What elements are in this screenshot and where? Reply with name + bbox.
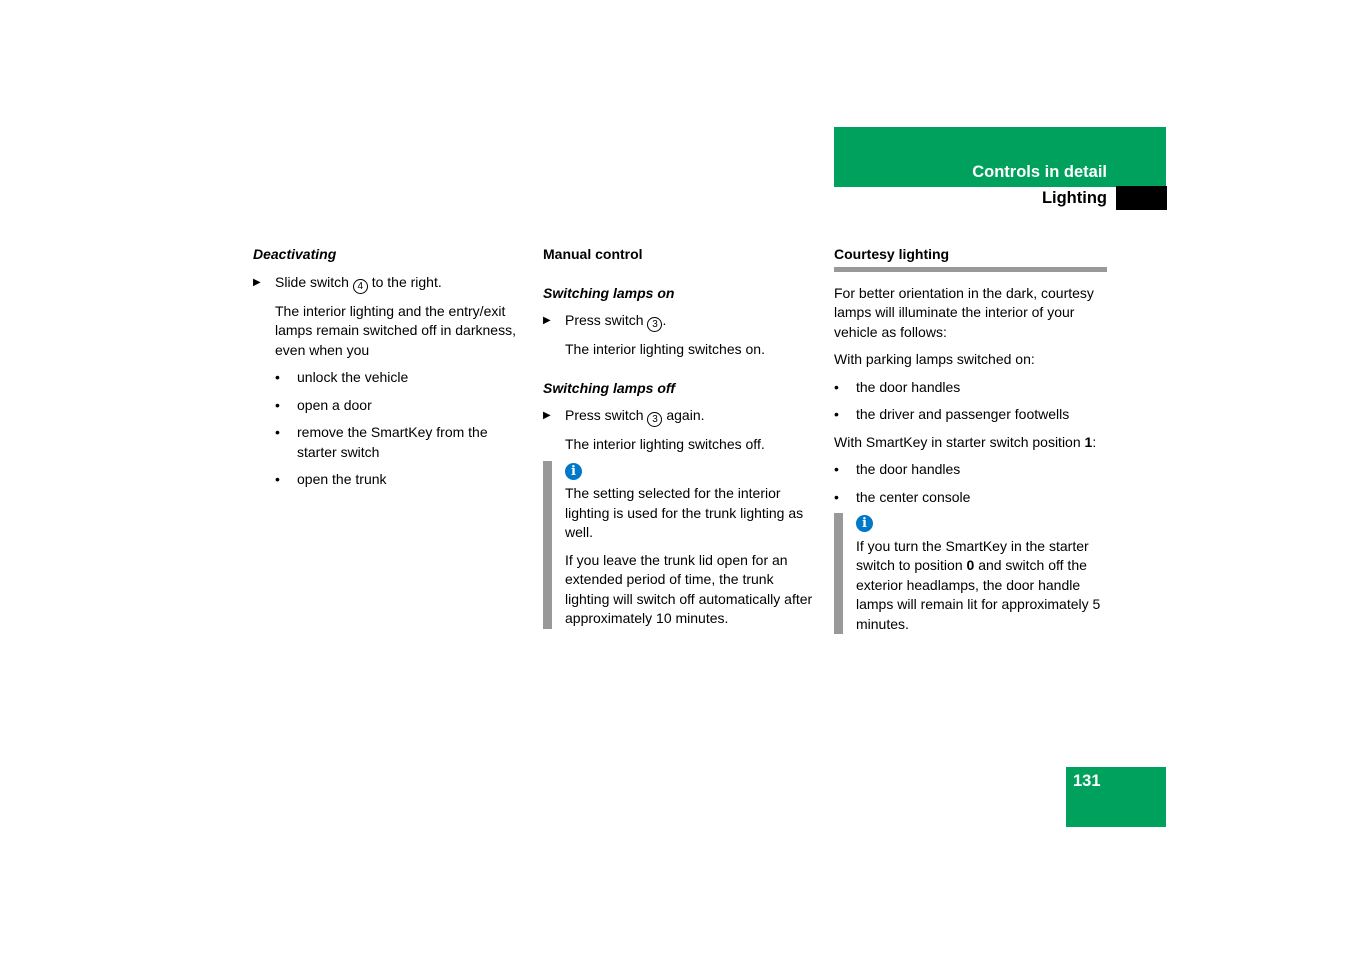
info-side-bar: [834, 513, 843, 634]
bullet-icon: •: [834, 488, 839, 505]
step-slide-switch: ▶ Slide switch 4 to the right.: [253, 273, 442, 292]
heading-deactivating: Deactivating: [253, 246, 337, 262]
info-text: If you leave the trunk lid open for an extended period of time, the trunk lighting will switch off automatically after approximately 10 minutes.: [565, 551, 813, 626]
list-item: • unlock the vehicle: [253, 368, 525, 388]
info-text: The setting selected for the interior lighting is used for the trunk lighting as well.: [565, 485, 804, 540]
deactivating-description: The interior lighting and the entry/exit lamps remain switched off in darkness, even when you: [275, 302, 516, 358]
list-item: • the driver and passenger footwells: [834, 405, 1107, 425]
section-title: Controls in detail: [972, 162, 1107, 181]
bullet-icon: •: [834, 406, 839, 422]
page-number-box: [1066, 767, 1166, 827]
info-text: If you turn the SmartKey in the starter switch to position 0 and switch off the exterior headlamps, the door handle lamps will remain lit for approximately 5 minutes.: [856, 537, 1101, 632]
result-lamps-on: The interior lighting switches on.: [565, 341, 765, 357]
page-number: 131: [1073, 772, 1101, 790]
switch-number-icon: 3: [647, 412, 662, 427]
heading-courtesy-lighting: Courtesy lighting: [834, 246, 950, 262]
step-arrow-icon: ▶: [543, 315, 551, 326]
section-tab-marker: [1116, 186, 1167, 210]
heading-manual-control: Manual control: [543, 246, 643, 262]
list-item: • the door handles: [834, 378, 1107, 398]
step-arrow-icon: ▶: [253, 276, 261, 288]
header-banner: [834, 127, 1166, 187]
heading-rule: [834, 267, 1107, 272]
info-side-bar: [543, 461, 552, 629]
list-item: • the door handles: [834, 460, 1107, 480]
step-arrow-icon: ▶: [543, 410, 551, 421]
switch-number-icon: 4: [353, 279, 368, 294]
bullet-icon: •: [834, 461, 839, 477]
switch-number-icon: 3: [647, 317, 662, 332]
bullet-icon: •: [275, 471, 280, 487]
step-press-switch-on: ▶ Press switch 3 .: [543, 312, 667, 330]
subheading-lamps-off: Switching lamps off: [543, 379, 675, 396]
list-item: • remove the SmartKey from the starter switch: [275, 424, 488, 460]
info-note-trunk: [543, 461, 816, 629]
smartkey-position-label: With SmartKey in starter switch position 1:: [834, 433, 1097, 450]
info-icon: i: [856, 515, 873, 532]
column-courtesy-lighting: [834, 245, 1107, 634]
list-item: • the center console: [834, 488, 1107, 508]
courtesy-intro: For better orientation in the dark, courtesy lamps will illuminate the interior of your vehicle as follows:: [834, 284, 1094, 340]
info-note-door-handles: [834, 513, 1107, 634]
bullet-icon: •: [275, 396, 280, 413]
list-item: • open a door: [253, 396, 525, 416]
bullet-icon: •: [834, 378, 839, 395]
bullet-icon: •: [275, 369, 280, 385]
subheading-lamps-on: Switching lamps on: [543, 284, 675, 301]
step-press-switch-off: ▶ Press switch 3 again.: [543, 407, 705, 425]
column-manual-control: [543, 245, 816, 629]
column-deactivating: [253, 245, 525, 490]
list-item: • open the trunk: [253, 470, 525, 490]
result-lamps-off: The interior lighting switches off.: [565, 436, 765, 452]
bullet-icon: •: [275, 424, 280, 440]
parking-lamps-label: With parking lamps switched on:: [834, 351, 1035, 367]
subsection-title: Lighting: [1041, 189, 1107, 207]
info-icon: i: [565, 463, 582, 480]
